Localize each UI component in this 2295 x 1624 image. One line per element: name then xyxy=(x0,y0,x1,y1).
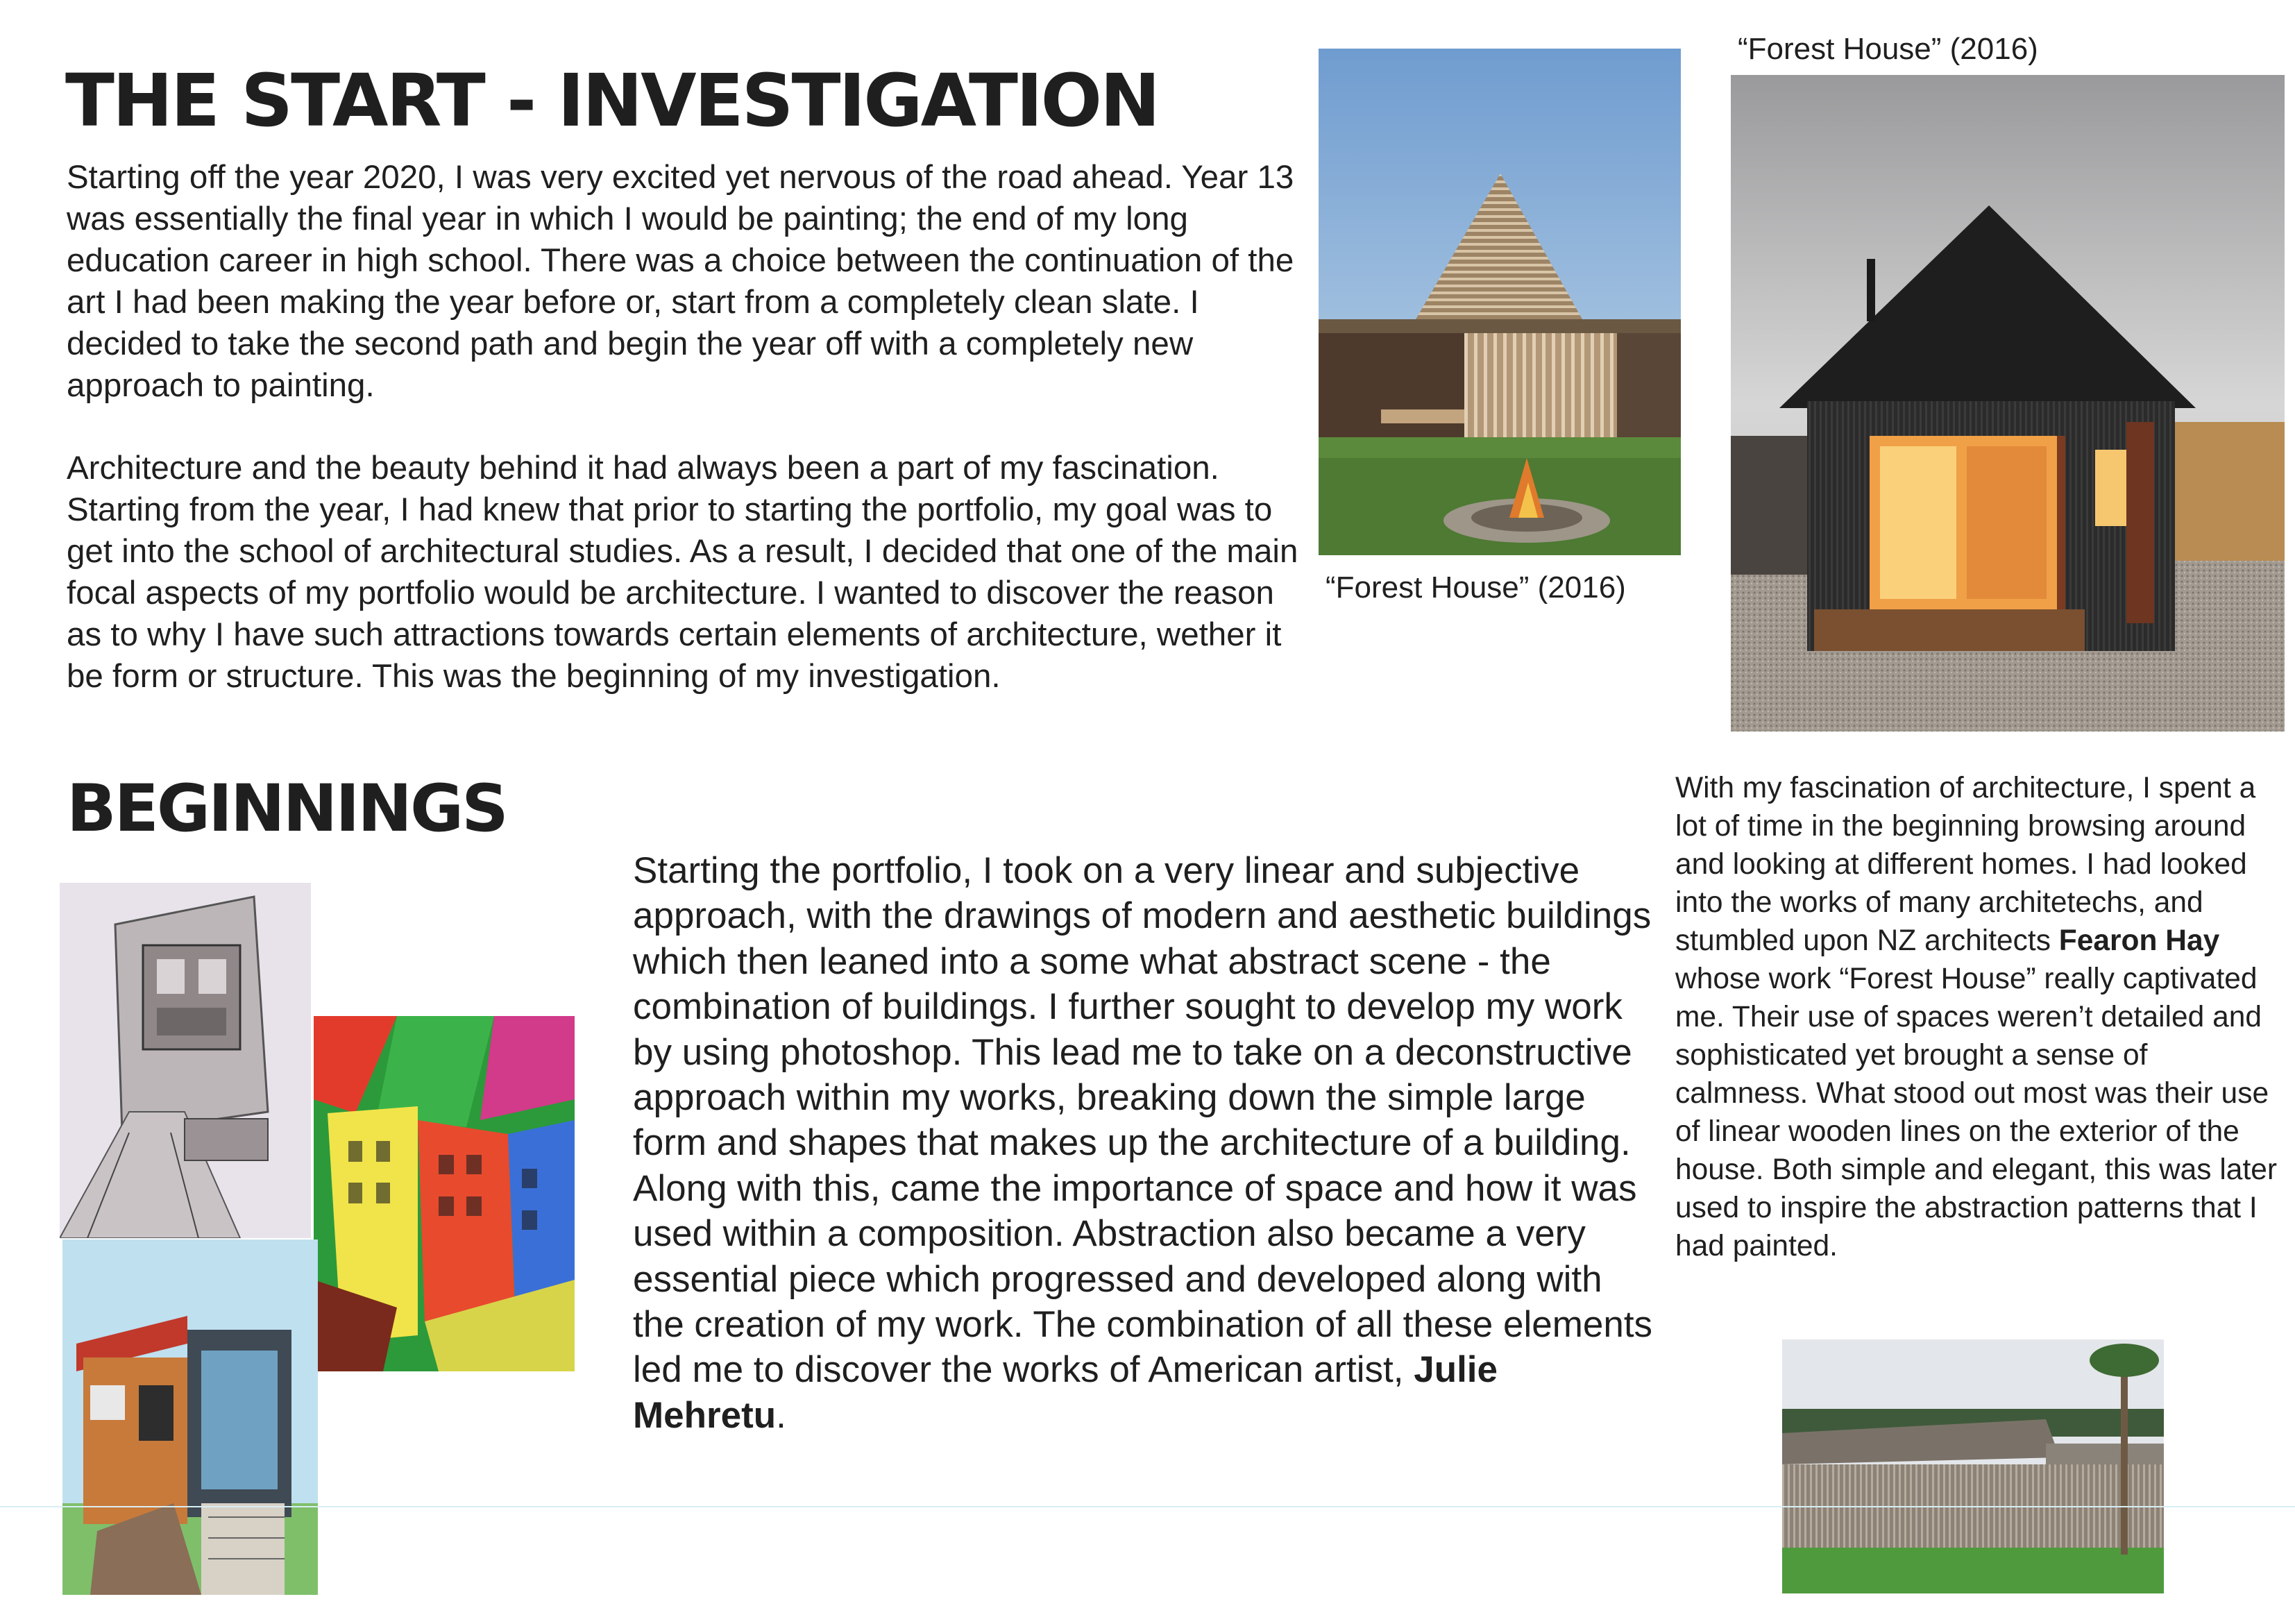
caption-forest-house: “Forest House” (2016) xyxy=(1326,570,1626,604)
wooden-barn-photo xyxy=(1782,1339,2164,1593)
investigation-paragraph-1: Starting off the year 2020, I was very excited yet nervous of the road ahead. Year 13 was essentially the final year in which I would be painting; the end of my long education career in high school. There was a choice between the continuation of the art I had been making the year before or, start from a completely clean slate. I decided to take the second path and begin the year off with a completely new approach to painting. xyxy=(67,159,1294,404)
investigation-paragraph-2: Architecture and the beauty behind it had always been a part of my fascination. Starting from the year, I had knew that prior to starting the portfolio, my goal was to get into the school of architectural studies. As a result, I decided that one of the main focal aspects of my portfolio would be architecture. I wanted to discover the reason as to why I have such attractions towards certain elements of architecture, wether it be form or structure. This was the beginning of my investigation. xyxy=(67,450,1298,695)
colorful-city-painting xyxy=(314,1016,575,1371)
heading-investigation: THE START - INVESTIGATION xyxy=(65,58,1159,143)
beginnings-text: Starting the portfolio, I took on a very linear and subjective approach, with the drawings of modern and aesthetic buildings which then leaned into a some what abstract scene - the combination of buildings. I further sought to develop my work by using photoshop. This lead me to take on a deconstructive approach within my works, breaking down the simple large form and shapes that makes up the architecture of a building. Along with this, came the importance of space and how it was used within a composition. Abstraction also became a very essential piece which progressed and developed along with the creation of my work. The combination of all these elements led me to discover the works of American artist, xyxy=(633,850,1653,1391)
beginnings-paragraph xyxy=(633,848,1659,1438)
artist-name: Julie Mehretu xyxy=(633,1349,1498,1436)
architect-name: Fearon Hay xyxy=(2058,924,2220,957)
forest-house-dusk-photo xyxy=(1731,75,2285,731)
caption-top-right: “Forest House” (2016) xyxy=(1738,32,2038,66)
fascination-text: With my fascination of architecture, I spent a lot of time in the beginning browsing around and looking at different homes. I had looked into the works of many architetechs, and stumbled upon NZ architects xyxy=(1675,772,2256,957)
fascination-paragraph xyxy=(1675,769,2286,1265)
forest-house-firepit-photo xyxy=(1319,49,1681,555)
fascination-end: whose work “Forest House” really captivated me. Their use of spaces weren’t detailed and sophisticated yet brought a sense of calmness. What stood out most was their use of linear wooden lines on the exterior of the house. Both simple and elegant, this was later used to inspire the abstraction patterns that I had painted. xyxy=(1675,963,2278,1262)
modern-house-drawing xyxy=(62,1240,318,1595)
building-drawing-sketch xyxy=(60,883,311,1238)
scan-line xyxy=(0,1506,2295,1507)
heading-beginnings: BEGINNINGS xyxy=(67,771,507,847)
beginnings-end: . xyxy=(776,1394,786,1436)
